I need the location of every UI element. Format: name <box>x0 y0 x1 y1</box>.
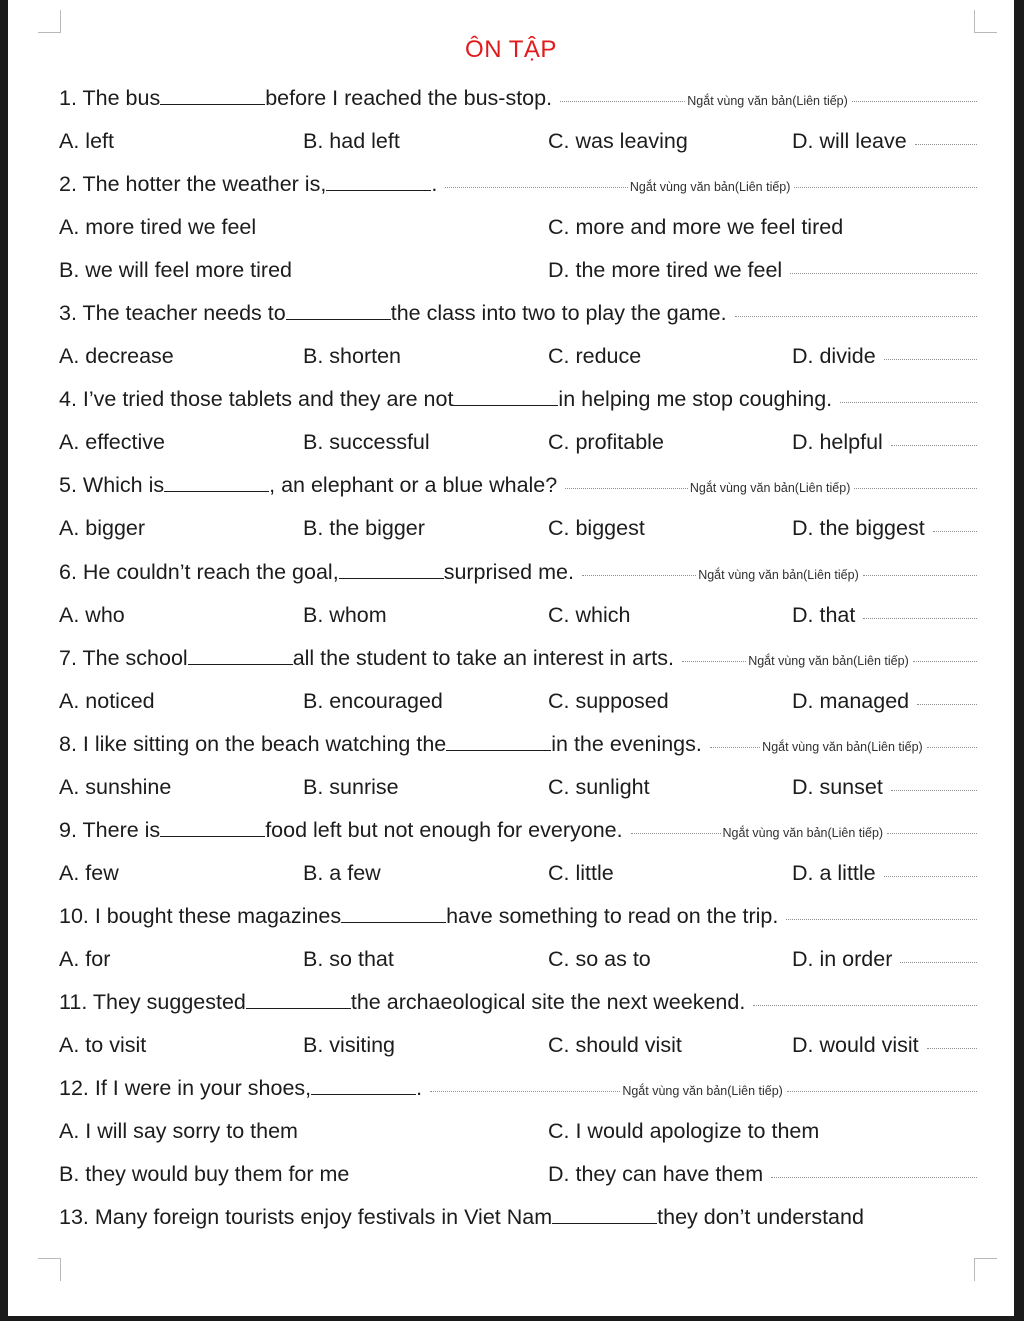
question-text-after: . <box>431 172 438 197</box>
answer-option[interactable] <box>548 215 977 240</box>
question-row <box>59 164 977 207</box>
answer-option[interactable] <box>303 344 401 369</box>
answer-option-label: B. visiting <box>303 1033 396 1058</box>
question-line <box>59 646 977 671</box>
question-line <box>59 473 977 498</box>
options-row <box>59 595 977 638</box>
margin-corner-top-left <box>38 10 61 33</box>
answer-option[interactable] <box>548 430 664 455</box>
answer-option-label: B. so that <box>303 946 394 971</box>
dotted-leader <box>560 101 685 102</box>
options-row <box>59 1111 977 1154</box>
options-row <box>59 250 977 293</box>
dotted-leader <box>794 187 977 188</box>
question-text-after: food left but not enough for everyone. <box>265 817 623 842</box>
answer-option-label: B. they would buy them for me <box>59 1162 350 1187</box>
answer-option[interactable] <box>548 861 614 886</box>
answer-option-label: C. sunlight <box>548 774 650 799</box>
dotted-leader <box>565 488 688 489</box>
dotted-leader <box>933 531 977 532</box>
answer-option[interactable] <box>792 861 977 886</box>
worksheet-page <box>8 0 1014 1316</box>
answer-blank[interactable] <box>326 174 431 191</box>
answer-option[interactable] <box>792 516 977 541</box>
answer-blank[interactable] <box>453 389 558 406</box>
question-line <box>59 86 977 111</box>
answer-option-label: D. the more tired we feel <box>548 258 783 283</box>
answer-option-label: B. had left <box>303 129 400 154</box>
question-text-before: 2. The hotter the weather is, <box>59 172 327 197</box>
dotted-leader <box>915 144 977 145</box>
answer-option[interactable] <box>303 1033 395 1058</box>
answer-option[interactable] <box>59 215 256 240</box>
answer-option[interactable] <box>792 129 977 154</box>
answer-option-label: D. helpful <box>792 430 883 455</box>
answer-option[interactable] <box>303 861 381 886</box>
question-line <box>59 904 977 929</box>
question-text-before: 7. The school <box>59 645 188 670</box>
options-row <box>59 1154 977 1197</box>
answer-option[interactable] <box>548 516 645 541</box>
answer-option[interactable] <box>548 1033 682 1058</box>
answer-option-label: A. for <box>59 946 111 971</box>
answer-option-label: A. decrease <box>59 344 174 369</box>
answer-option-label: D. divide <box>792 344 876 369</box>
answer-option[interactable] <box>548 603 630 628</box>
answer-option-label: D. will leave <box>792 129 907 154</box>
question-row <box>59 1068 977 1111</box>
answer-option[interactable] <box>59 258 292 283</box>
answer-blank[interactable] <box>311 1078 416 1095</box>
answer-blank[interactable] <box>246 992 351 1009</box>
options-row <box>59 681 977 724</box>
answer-option-label: B. sunrise <box>303 774 399 799</box>
answer-option-label: A. few <box>59 860 119 885</box>
question-text-after: the class into two to play the game. <box>390 301 727 326</box>
question-text-after: surprised me. <box>443 559 574 584</box>
answer-option[interactable] <box>548 344 641 369</box>
question-text-before: 5. Which is <box>59 473 165 498</box>
question-line <box>59 387 977 412</box>
answer-option[interactable] <box>548 1119 977 1144</box>
question-text-after: before I reached the bus-stop. <box>265 86 553 110</box>
question-row <box>59 638 977 681</box>
question-text-before: 8. I like sitting on the beach watching the <box>59 731 447 756</box>
options-row <box>59 508 977 551</box>
options-row <box>59 422 977 465</box>
dotted-leader <box>887 833 977 834</box>
question-line <box>59 732 977 757</box>
dotted-leader <box>735 316 977 317</box>
question-row <box>59 465 977 508</box>
answer-option[interactable] <box>548 689 669 714</box>
section-break-label: Ngắt vùng văn bản(Liên tiếp) <box>722 825 884 840</box>
margin-corner-top-right <box>974 10 997 33</box>
answer-option-label: A. left <box>59 129 114 154</box>
options-row <box>59 853 977 896</box>
question-line <box>59 818 977 843</box>
answer-option[interactable] <box>59 689 155 714</box>
question-text-before: 13. Many foreign tourists enjoy festivals in Viet Nam <box>59 1205 553 1230</box>
question-line <box>59 1205 977 1230</box>
answer-option[interactable] <box>59 1033 146 1058</box>
dotted-leader <box>854 488 977 489</box>
answer-option-label: C. was leaving <box>548 129 688 154</box>
answer-option-label: C. biggest <box>548 516 645 541</box>
question-row <box>59 552 977 595</box>
answer-option-label: A. who <box>59 602 125 627</box>
answer-option[interactable] <box>548 947 651 972</box>
dotted-leader <box>445 187 628 188</box>
answer-option[interactable] <box>792 430 977 455</box>
answer-option-label: C. reduce <box>548 344 642 369</box>
section-break-label: Ngắt vùng văn bản(Liên tiếp) <box>748 653 909 668</box>
dotted-leader <box>852 101 977 102</box>
question-text-after: all the student to take an interest in arts. <box>292 645 674 670</box>
answer-option-label: A. bigger <box>59 516 146 541</box>
answer-option[interactable] <box>548 129 688 154</box>
answer-option[interactable] <box>792 603 977 628</box>
options-row <box>59 207 977 250</box>
question-text-before: 11. They suggested <box>59 989 246 1014</box>
answer-option[interactable] <box>303 947 394 972</box>
answer-option-label: C. profitable <box>548 430 664 455</box>
dotted-leader <box>863 575 977 576</box>
answer-blank[interactable] <box>341 906 446 923</box>
dotted-leader <box>631 833 721 834</box>
answer-blank[interactable] <box>286 303 391 320</box>
answer-option-label: B. successful <box>303 430 430 455</box>
dotted-leader <box>927 747 977 748</box>
dotted-leader <box>863 618 977 619</box>
answer-option[interactable] <box>303 603 387 628</box>
answer-option-label: A. sunshine <box>59 774 172 799</box>
question-row <box>59 982 977 1025</box>
question-line <box>59 560 977 585</box>
question-text-before: 10. I bought these magazines <box>59 903 342 928</box>
question-text-before: 9. There is <box>59 817 161 842</box>
question-text-before: 4. I’ve tried those tablets and they are not <box>59 387 454 412</box>
answer-option-label: B. whom <box>303 602 387 627</box>
answer-option-label: C. supposed <box>548 688 669 713</box>
answer-option-label: D. that <box>792 602 856 627</box>
question-text-before: 12. If I were in your shoes, <box>59 1076 312 1101</box>
answer-option-label: B. the bigger <box>303 516 425 541</box>
answer-option-label: D. they can have them <box>548 1162 764 1187</box>
answer-option-label: A. more tired we feel <box>59 215 257 240</box>
section-break-label: Ngắt vùng văn bản(Liên tiếp) <box>762 739 923 754</box>
answer-option-label: A. I will say sorry to them <box>59 1119 298 1144</box>
answer-option-label: B. we will feel more tired <box>59 258 292 283</box>
answer-option-label: A. effective <box>59 430 165 455</box>
dotted-leader <box>840 402 977 403</box>
margin-corner-bottom-left <box>38 1258 61 1281</box>
answer-option[interactable] <box>59 129 114 154</box>
question-text-after: have something to read on the trip. <box>446 903 779 928</box>
answer-option[interactable] <box>303 129 400 154</box>
options-row <box>59 939 977 982</box>
dotted-leader <box>753 1005 977 1006</box>
question-line <box>59 172 977 197</box>
page-title: ÔN TẬP <box>465 36 557 63</box>
options-row <box>59 1025 977 1068</box>
answer-option[interactable] <box>303 516 425 541</box>
question-text-after: they don’t understand <box>657 1205 864 1230</box>
question-text-before: 6. He couldn’t reach the goal, <box>59 559 339 584</box>
options-row <box>59 336 977 379</box>
answer-option-label: C. so as to <box>548 946 651 971</box>
answer-option[interactable] <box>792 1033 977 1058</box>
answer-option[interactable] <box>59 430 165 455</box>
answer-blank[interactable] <box>446 734 551 751</box>
dotted-leader <box>884 876 977 877</box>
answer-option-label: C. more and more we feel tired <box>548 215 844 240</box>
answer-option-label: D. managed <box>792 688 910 713</box>
dotted-leader <box>430 1091 620 1092</box>
question-row <box>59 379 977 422</box>
section-break-label: Ngắt vùng văn bản(Liên tiếp) <box>698 567 859 582</box>
answer-option[interactable] <box>59 861 119 886</box>
answer-option-label: B. encouraged <box>303 688 443 713</box>
question-row <box>59 810 977 853</box>
options-row <box>59 767 977 810</box>
answer-option[interactable] <box>59 947 110 972</box>
question-text-after: in the evenings. <box>551 731 702 756</box>
answer-option-label: D. sunset <box>792 774 883 799</box>
answer-blank[interactable] <box>164 475 269 492</box>
dotted-leader <box>787 1091 977 1092</box>
dotted-leader <box>786 919 977 920</box>
answer-option-label: B. shorten <box>303 344 401 369</box>
answer-option-label: D. would visit <box>792 1033 919 1058</box>
answer-option[interactable] <box>59 775 171 800</box>
dotted-leader <box>900 962 977 963</box>
answer-option[interactable] <box>792 775 977 800</box>
answer-option[interactable] <box>59 1162 349 1187</box>
dotted-leader <box>771 1177 977 1178</box>
answer-option[interactable] <box>792 344 977 369</box>
question-list <box>59 78 977 1240</box>
answer-option[interactable] <box>303 775 399 800</box>
dotted-leader <box>682 661 746 662</box>
answer-blank[interactable] <box>339 562 444 579</box>
answer-option[interactable] <box>548 1162 977 1187</box>
question-row <box>59 1197 977 1240</box>
answer-option-label: C. should visit <box>548 1033 682 1058</box>
question-row <box>59 896 977 939</box>
dotted-leader <box>582 575 696 576</box>
answer-option-label: B. a few <box>303 860 381 885</box>
answer-blank[interactable] <box>160 88 265 105</box>
question-row <box>59 78 977 121</box>
question-text-after: . <box>416 1076 423 1101</box>
answer-blank[interactable] <box>188 648 293 665</box>
answer-option-label: C. little <box>548 860 614 885</box>
question-row <box>59 724 977 767</box>
dotted-leader <box>710 747 760 748</box>
section-break-label: Ngắt vùng văn bản(Liên tiếp) <box>687 94 848 108</box>
answer-option-label: A. to visit <box>59 1033 147 1058</box>
answer-option[interactable] <box>792 947 977 972</box>
question-text-before: 1. The bus <box>59 86 161 110</box>
answer-option[interactable] <box>59 603 125 628</box>
section-break-label: Ngắt vùng văn bản(Liên tiếp) <box>689 481 851 496</box>
question-line <box>59 990 977 1015</box>
question-line <box>59 1076 977 1101</box>
dotted-leader <box>884 359 977 360</box>
dotted-leader <box>891 790 977 791</box>
answer-option-label: D. the biggest <box>792 516 925 541</box>
question-line <box>59 301 977 326</box>
answer-option-label: A. noticed <box>59 688 155 713</box>
section-break-label: Ngắt vùng văn bản(Liên tiếp) <box>629 180 791 195</box>
answer-option[interactable] <box>59 344 174 369</box>
answer-option-label: D. a little <box>792 860 876 885</box>
answer-option[interactable] <box>303 430 430 455</box>
question-text-after: in helping me stop coughing. <box>558 387 833 412</box>
answer-option[interactable] <box>792 689 977 714</box>
answer-option[interactable] <box>303 689 443 714</box>
answer-option-label: C. which <box>548 602 631 627</box>
question-text-after: , an elephant or a blue whale? <box>269 473 558 498</box>
answer-option[interactable] <box>59 516 145 541</box>
answer-option[interactable] <box>59 1119 298 1144</box>
answer-blank[interactable] <box>160 820 265 837</box>
answer-option[interactable] <box>548 258 977 283</box>
answer-option-label: D. in order <box>792 946 893 971</box>
dotted-leader <box>927 1048 977 1049</box>
dotted-leader <box>790 273 977 274</box>
question-row <box>59 293 977 336</box>
dotted-leader <box>917 704 977 705</box>
section-break-label: Ngắt vùng văn bản(Liên tiếp) <box>622 1084 783 1099</box>
margin-corner-bottom-right <box>974 1258 997 1281</box>
dotted-leader <box>913 661 977 662</box>
question-text-after: the archaeological site the next weekend. <box>350 989 746 1014</box>
answer-option-label: C. I would apologize to them <box>548 1119 820 1144</box>
answer-blank[interactable] <box>552 1207 657 1224</box>
options-row <box>59 121 977 164</box>
answer-option[interactable] <box>548 775 650 800</box>
dotted-leader <box>891 445 977 446</box>
question-text-before: 3. The teacher needs to <box>59 301 286 326</box>
